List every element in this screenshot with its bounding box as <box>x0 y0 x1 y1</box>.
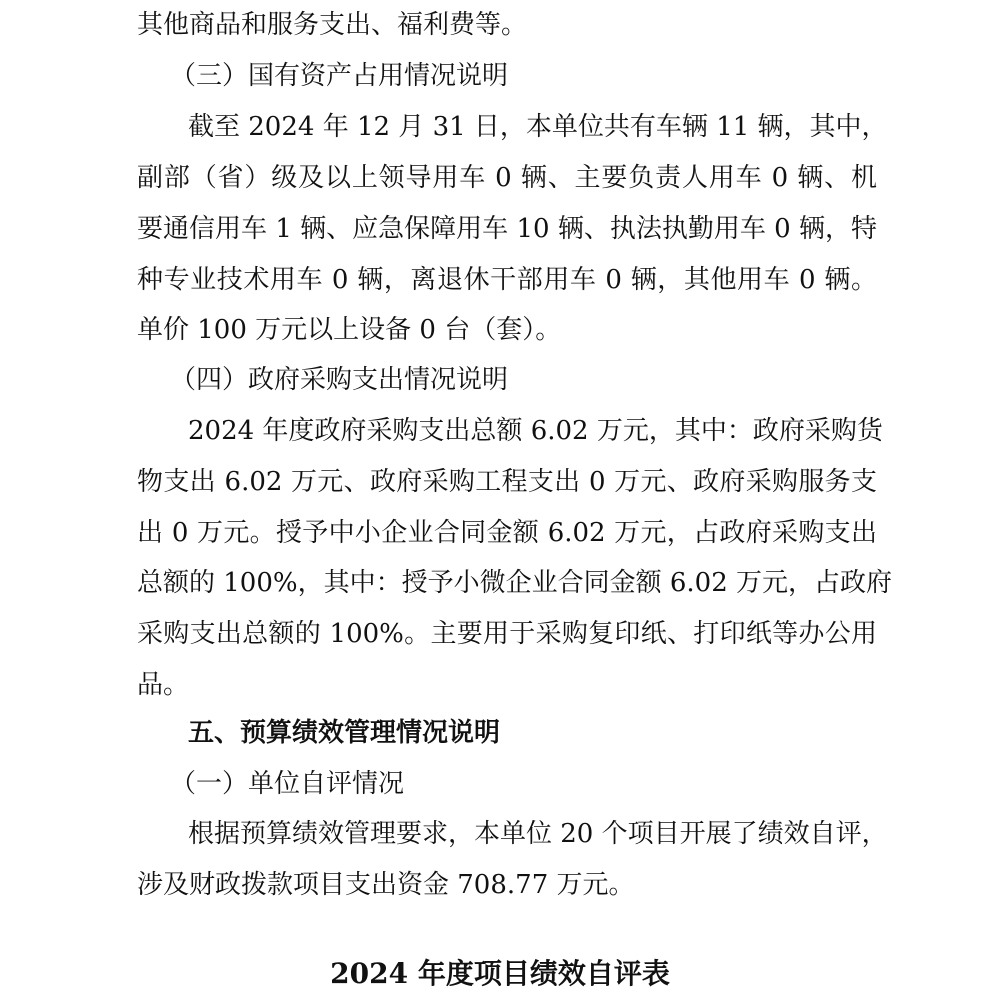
paragraph-line: 品。 <box>137 670 190 700</box>
paragraph-line: 种专业技术用车 0 辆，离退休干部用车 0 辆，其他用车 0 辆。 <box>137 265 877 295</box>
paragraph-line: 单价 100 万元以上设备 0 台（套）。 <box>137 315 562 345</box>
paragraph-line: 采购支出总额的 100%。主要用于采购复印纸、打印纸等办公用 <box>137 619 877 649</box>
paragraph-line: 出 0 万元。授予中小企业合同金额 6.02 万元，占政府采购支出 <box>137 518 877 548</box>
paragraph-line: 根据预算绩效管理要求，本单位 20 个项目开展了绩效自评， <box>188 819 888 849</box>
paragraph-line: 2024 年度政府采购支出总额 6.02 万元，其中：政府采购货 <box>188 416 883 446</box>
section-heading-procurement: （四）政府采购支出情况说明 <box>170 365 509 395</box>
section-heading-assets: （三）国有资产占用情况说明 <box>170 61 509 91</box>
paragraph-line: 总额的 100%，其中：授予小微企业合同金额 6.02 万元，占政府 <box>137 568 893 598</box>
subsection-heading-self-evaluation: （一）单位自评情况 <box>170 769 405 799</box>
paragraph-line: 要通信用车 1 辆、应急保障用车 10 辆、执法执勤用车 0 辆，特 <box>137 214 877 244</box>
section-heading-performance: 五、预算绩效管理情况说明 <box>188 718 501 748</box>
paragraph-line: 物支出 6.02 万元、政府采购工程支出 0 万元、政府采购服务支 <box>137 467 877 497</box>
paragraph-line: 其他商品和服务支出、福利费等。 <box>137 10 528 40</box>
paragraph-line: 副部（省）级及以上领导用车 0 辆、主要负责人用车 0 辆、机 <box>137 163 877 193</box>
table-title: 2024 年度项目绩效自评表 <box>330 957 670 990</box>
paragraph-line: 截至 2024 年 12 月 31 日，本单位共有车辆 11 辆，其中， <box>188 112 888 142</box>
paragraph-line: 涉及财政拨款项目支出资金 708.77 万元。 <box>137 870 635 900</box>
